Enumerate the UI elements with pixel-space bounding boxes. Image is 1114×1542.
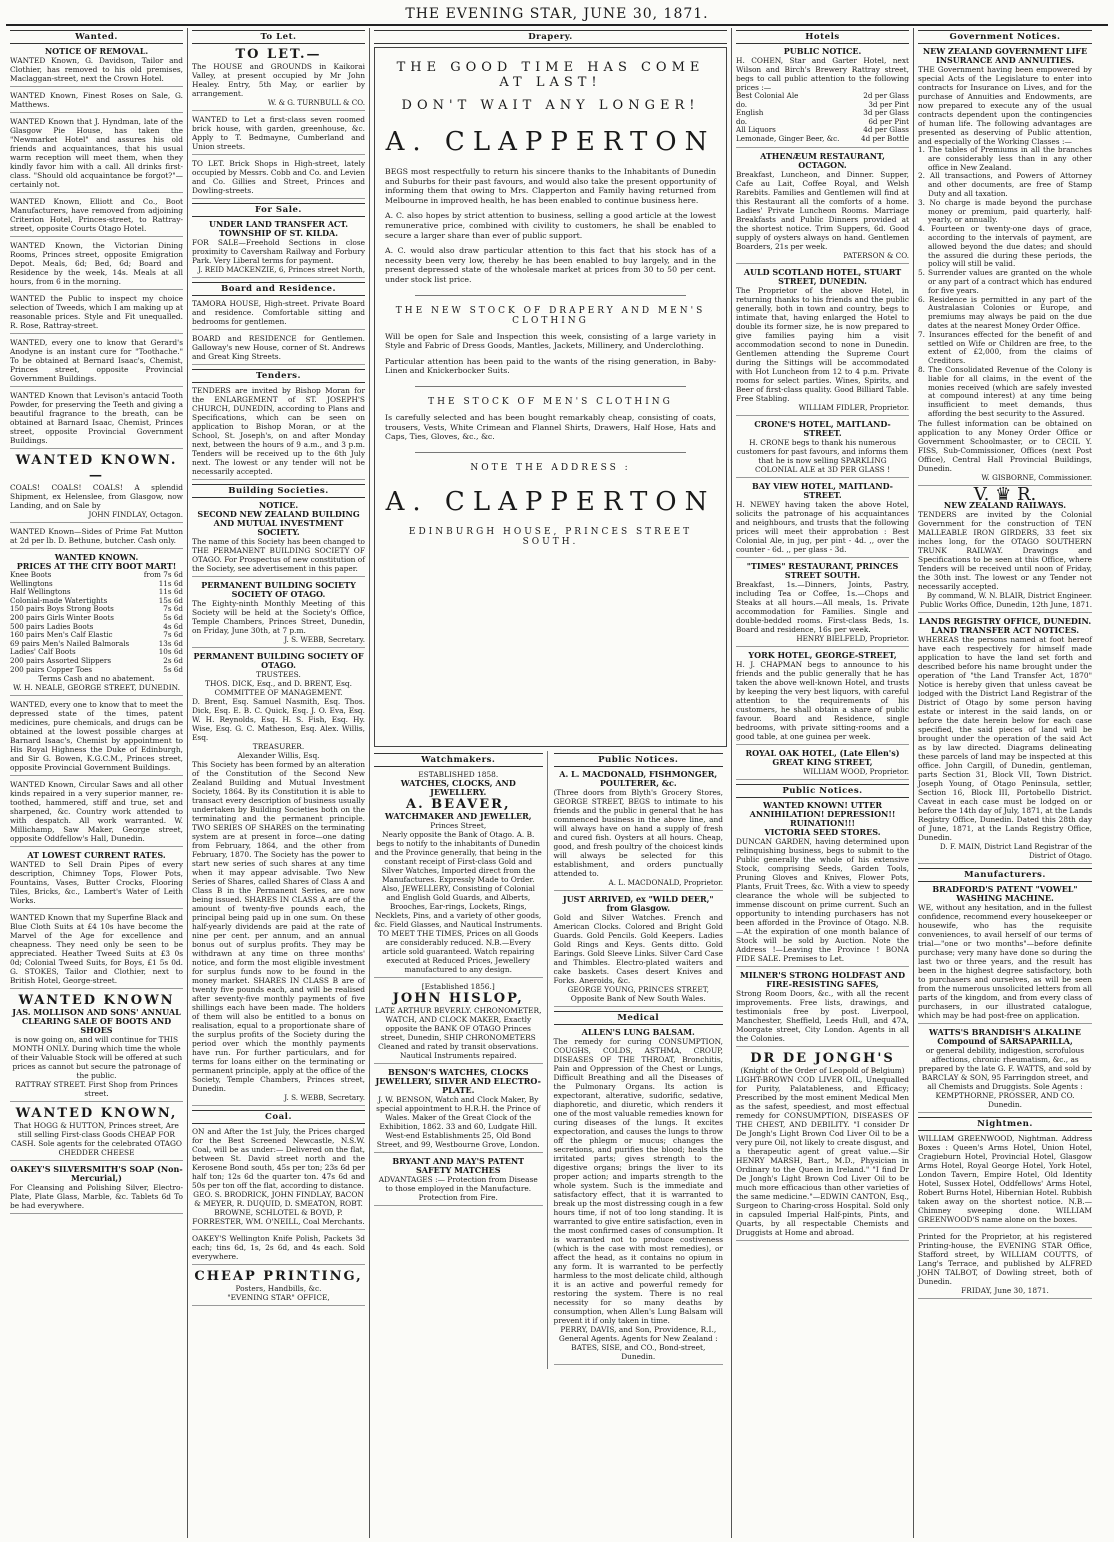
ad-cheap-printing — [192, 1269, 365, 1306]
ad-board-residence — [192, 334, 365, 365]
ad-text: WE, without any hesitation, and in the fullest confidence, recommend every housekeeper or housewife, who has the requisite conveniences, to avail herself of our terms of trial—"one or two months"—before definite purchase; very many have done so during the last two or three years, and the result has been in the highest degree satisfactory, both to purchasers and ourselves, as will be seen from the numerous unsolicited letters from all parts of the kingdom, and from every class of purchasers, in our illustrated catalogue, which may be had post-free on application. — [918, 902, 1092, 1020]
price-value: 7s 6d — [163, 604, 183, 614]
price-value: 2s 6d — [163, 655, 183, 665]
ad-beaver — [374, 770, 543, 978]
ad-heading: WANTED KNOWN. — [54, 552, 139, 562]
list-item: 6. Residence is permitted in any part of the Australasian Colonies or Europe, and premiums may always be paid on the due dates at the nearest Money Order Office. — [918, 294, 1092, 330]
ad-building-society — [192, 652, 365, 1106]
ad-text: LATE ARTHUR BEVERLY. CHRONOMETER, WATCH, AND CLOCK MAKER, Exactly opposite the BANK OF OTAGO Princes street, Dunedin, SHIP CHRONOMETERS Cleaned and rated by transit observations. Nautical Instruments repaired. — [375, 1006, 542, 1060]
ad-building-notice — [192, 501, 365, 577]
ad-heading: CRONE'S HOTEL, MAITLAND-STREET. — [754, 418, 891, 438]
ad-york-hotel — [736, 651, 909, 745]
ad-big-heading: TO LET.— — [235, 47, 322, 62]
ad-signature: GEORGE YOUNG, PRINCES STREET, Opposite Bank of New South Wales. — [567, 985, 709, 1003]
section-heading-nightmen: Nightmen. — [918, 1117, 1092, 1131]
ad-terms: Terms Cash and no abatement. — [38, 674, 155, 684]
price-list — [10, 571, 183, 674]
ad-text: The Proprietor of the above Hotel, in returning thanks to his friends and the public generally, both in town and country, begs to intimate that, having enlarged the Hotel to double its former size, he is now prepared to give families paying him a visit accommodation second to none in Dunedin. Gentlemen attending the Supreme Court during the Sittings will be accommodated with Hot Luncheon from 12 to 4 p.m. Private rooms for select parties. Wines, Spirits, and Beer of first-class quality. Good Billiard Table. Free Stabling. — [736, 285, 909, 403]
list-item: 5. Surrender values are granted on the whole or any part of a contract which has endured for five years. — [918, 268, 1092, 295]
price-item: do. — [736, 99, 748, 109]
price-value: from 7s 6d — [143, 570, 183, 579]
section-heading-public-notices-2: Public Notices. — [736, 784, 909, 798]
ad-text: is now going on, and will continue for THIS MONTH ONLY. During which time the whole of their Valuable Stock will be offered at such prices as cannot but secure the patronage of the public. — [10, 1035, 183, 1081]
ad-heading: BRADFORD'S PATENT "VOWEL" WASHING MACHINE. — [932, 883, 1078, 903]
section-heading-to-let: To Let. — [192, 30, 365, 44]
treasurer: Alexander Willis, Esq. — [237, 751, 320, 760]
section-heading-manufacturers: Manufacturers. — [918, 868, 1092, 882]
divider — [415, 386, 686, 387]
ad-text: WANTED to Sell Drain Pipes of every description, Chimney Tops, Flower Pots, Fountains, Vases, Butter Crocks, Flooring Tiles, Bricks, &c., Lambert's Water of Leith Works. — [10, 860, 183, 906]
price-row — [10, 666, 183, 675]
ad-signature: D. F. MAIN, District Land Registrar of the District of Otago. — [939, 841, 1092, 860]
column-hotels — [732, 28, 914, 1538]
ad-crones-hotel — [736, 420, 909, 478]
ad-star-garter — [736, 47, 909, 148]
ad-text: WANTED Known, G. Davidson, Tailor and Clothier, has removed to his old premises, Maclaggan-street, next the Crown Hotel. — [10, 56, 183, 83]
ad-subheading: WATCHES, CLOCKS, AND JEWELLERY. — [400, 778, 516, 797]
ad-royal-oak — [736, 749, 909, 780]
ad-drain-pipes — [10, 851, 183, 909]
ad-oakey-soap — [10, 1165, 183, 1214]
ad-boot-mart — [10, 553, 183, 696]
ad-text: WANTED, every one to know that Gerard's Anodyne is an instant cure for "Toothache." To be obtained at Bernard Isaac's, Chemist, Princes street, opposite Provincial Government Buildings. — [10, 338, 183, 383]
ad-text: J. W. BENSON, Watch and Clock Maker, By special appointment to H.R.H. the Prince of Wales. Maker of the Great Clock of the Exhibition, 1862. 33 and 60, Ludgate Hill. West-end Establishments 25, Old Bond Street, and 99, Westbourne Grove, London. — [376, 1095, 541, 1149]
section-heading-hotels: Hotels — [736, 30, 909, 44]
ad-signature: GEO. S. BRODRICK, JOHN FINDLAY, BACON & MEYER, R. DUQUID, D. SMEATON, ROBT. BROWNE, SCHLOTEL & BOYD, P. FORRESTER, WM. O'NEILL, Coal Merchants. — [192, 1190, 365, 1226]
ad-circular-saws — [10, 780, 183, 847]
trustees: THOS. DICK, Esq., and D. BRENT, Esq. — [205, 679, 352, 688]
ad-signature: HENRY BIELFELD, Proprietor. — [796, 633, 909, 643]
ad-text: H. J. CHAPMAN begs to announce to his friends and the public generally that he has taken the above well-known Hotel, and trusts by keeping the very best liquors, with careful attention to the requirements of his customers, he shall obtain a share of public favour. Board and Residence, single bedrooms, with private sitting-rooms and a good table, at one guinea per week. — [736, 659, 909, 741]
ad-text: WANTED to Let a first-class seven roomed brick house, with garden, greenhouse, &c. Apply to T. Bedmayne, Cumberland and Union streets. — [192, 115, 365, 151]
price-item: All Liquors — [736, 125, 776, 135]
ad-victorian-dining — [10, 241, 183, 290]
ad-roses — [10, 91, 183, 113]
ad-signature: WILLIAM WOOD, Proprietor. — [802, 766, 909, 776]
ad-text: BOARD and RESIDENCE for Gentlemen. Galloway's new House, corner of St. Andrews and Great King Streets. — [192, 334, 365, 361]
ad-street: Princes Street, — [430, 821, 487, 830]
ad-heading: LANDS REGISTRY OFFICE, DUNEDIN. LAND TRANSFER ACT NOTICES. — [918, 615, 1092, 635]
price-item: 69 pairs Men's Nailed Balmorals — [10, 638, 130, 648]
advantages-list — [918, 146, 1092, 419]
headline-good-time: THE GOOD TIME HAS COME AT LAST! — [396, 60, 705, 90]
ad-heading: NEW ZEALAND GOVERNMENT LIFE INSURANCE AND ANNUITIES. — [922, 46, 1088, 65]
ad-text: H. COHEN, Star and Garter Hotel, next Wilson and Birch's Brewery Rattray street, begs to call public attention to the following prices :— — [736, 56, 909, 92]
ad-tender-church — [192, 386, 365, 480]
advertiser-name: A. CLAPPERTON — [385, 127, 716, 157]
crest-letter-right: R. — [1016, 483, 1037, 505]
ad-signature: JOHN FINDLAY, Octagon. — [88, 510, 183, 519]
ad-text: H. NEWEY having taken the above Hotel, solicits the patronage of his acquaintances and neighbours, and trusts that the following prices will meet their approbation : Best Colonial Ale, in jug, per pint - 4d. ,, over the counter - 6d. ,, per glass - 3d. — [736, 499, 909, 554]
ad-heading: [Established 1856.] — [421, 982, 495, 991]
ad-text: WANTED Known that J. Hyndman, late of the Glasgow Pie House, has taken the "Newmarket Hotel" and assures his old friends and acquaintances, that his usual warm reception will meet them, when they kindly favor him with a call. All drinks first-class. "Should old acquaintance be forgot?"—certainly not. — [10, 117, 183, 189]
ad-big-heading: CHEAP PRINTING, — [194, 1269, 363, 1284]
ad-signature: A. L. MACDONALD, Proprietor. — [608, 878, 723, 887]
column-government — [914, 28, 1096, 1538]
ad-text: FOR SALE—Freehold Sections in close proximity to Caversham Railway and Forbury Park. Very Liberal terms for payment. — [192, 238, 365, 265]
ad-lands-registry — [918, 617, 1092, 864]
ad-text: TENDERS are invited by the Colonial Government for the construction of TEN MALLEABLE IRON GIRDERS, 33 feet six inches long, for the OTAGO SOUTHERN TRUNK RAILWAY. Drawings and Specifications to be seen at this Office, where Tenders will be received until noon of Friday, the 30th inst. The lowest or any Tender not necessarily accepted. — [918, 509, 1092, 591]
ad-signature: W. H. NEALE, GEORGE STREET, DUNEDIN. — [12, 683, 180, 693]
section-heading-for-sale: For Sale. — [192, 203, 365, 217]
ad-victoria-seed — [736, 801, 909, 967]
ad-text: WANTED Known that my Superfine Black and Blue Cloth Suits at £4 10s have become the Marvel of the Age for excellence and cheapness. They need only be seen to be appreciated. Heather Tweed Suits at £3 0s 0d; Colonial Tweed Suits, for Boys, £1 5s 0d. G. STOKES, Tailor and Clothier, next to British Hotel, George-street. — [10, 913, 183, 986]
ad-heading: A. L. MACDONALD, FISHMONGER, POULTERER, &c. — [559, 769, 718, 788]
ad-heading: UNDER LAND TRANSFER ACT. TOWNSHIP OF ST. KILDA. — [208, 219, 348, 238]
ad-text: LIGHT-BROWN COD LIVER OIL, Unequalled for Purity, Palatableness, and Efficacy; Prescribed by the most eminent Medical Men as the safest, speediest, and most effectual remedy for CONSUMPTION, DISEASES OF THE CHEST, AND DEBILITY. "I consider Dr De Jongh's Light Brown Cod Liver Oil to be a very pure Oil, not likely to create disgust, and a therapeutic agent of great value.—Sir HENRY MARSH, Bart., M.D., Physician in Ordinary to the Queen in Ireland." "I find Dr De Jongh's Light Brown Cod Liver Oil to be much more efficacious than other varieties of the same medicine."—EDWIN CANTON, Esq., Surgeon to Charing-cross Hospital. Sold only in capsuled Imperial Half-pints, Pints, and Quarts, by all respectable Chemists and Druggists at Home and abroad. — [736, 1074, 909, 1237]
ad-heading: AT LOWEST CURRENT RATES. — [27, 850, 166, 861]
subcolumn-watchmakers — [374, 751, 548, 1369]
price-value: 3d per Glass — [863, 108, 909, 118]
ad-signature: By command, W. N. BLAIR, District Engineer. Public Works Office, Dunedin, 12th June, 1871. — [920, 590, 1092, 609]
section-heading-tenders: Tenders. — [192, 369, 365, 383]
ad-text: That HOGG & HUTTON, Princes street, Are still selling First-class Goods CHEAP FOR CASH. Sole agents for the celebrated OTAGO CHEDDER CHEESE — [11, 1121, 182, 1158]
price-value: 10s 6d — [158, 647, 183, 657]
ad-text: OAKEY'S Wellington Knife Polish, Packets 3d each; tins 6d, 1s, 2s 6d, and 4s each. Sold everywhere. — [192, 1234, 365, 1261]
ad-signature: PERRY, DAVIS, and Son, Providence, R.I., General Agents. Agents for New Zealand : BATES, SISE, and CO., Bond-street, Dunedin. — [558, 1325, 718, 1361]
ad-tamora-house — [192, 299, 365, 330]
divider — [415, 452, 686, 453]
price-value: 4d per Glass — [863, 125, 909, 135]
ad-heading: NOTICE. — [258, 500, 299, 510]
drapery-paragraph: Will be open for Sale and Inspection this week, consisting of a large variety in Style and Fabric of Dress Goods, Mantles, Jackets, Millinery, and Underclothing. — [385, 331, 716, 351]
ad-heading: YORK HOTEL, GEORGE-STREET, — [748, 649, 897, 660]
ad-cloth-suits — [10, 913, 183, 989]
price-item: 200 pairs Copper Toes — [10, 664, 93, 674]
section-heading-coal: Coal. — [192, 1110, 365, 1124]
ad-heading: OAKEY'S SILVERSMITH'S SOAP (Non-Mercurial,) — [10, 1164, 183, 1184]
column-drapery — [370, 28, 732, 1538]
ad-big-heading: DR DE JONGH'S — [750, 1050, 895, 1066]
ad-text: Breakfast, Luncheon, and Dinner. Supper, Cafe au Lait, Coffee Royal, and Welsh Rarebits. Families and Gentlemen will find at this Restaurant all the comforts of a home. Ladies' Private Luncheon Rooms. Marriage Breakfasts and Public Dinners provided at the shortest notice. Trim Suppers, 6d. Good supply of oysters always on hand. Gentlemen Boarders, 21s per week. — [736, 169, 909, 251]
ad-title: SECOND NEW ZEALAND BUILDING AND MUTUAL INVESTMENT SOCIETY. — [197, 509, 360, 537]
drapery-paragraph: BEGS most respectfully to return his sincere thanks to the Inhabitants of Dunedin and Suburbs for their past favours, and would also take the present opportunity of informing them that owing to Mrs. Clapperton and Family having returned from Melbourne in improved health, he has been enabled to continue business here. — [385, 167, 716, 205]
ad-big-heading: WANTED KNOWN, — [15, 1106, 178, 1122]
crest-letter-left: V. — [973, 483, 990, 505]
trustees-heading: TRUSTEES. — [256, 670, 301, 679]
ad-text: (Three doors from Blyth's Grocery Stores, GEORGE STREET, BEGS to intimate to his friends and the public in general that he has commenced business in the above line, and will always have on hand a supply of fresh and cured fish. Oysters at all hours. Cheap, good, and fresh poultry of the choicest kinds will always be selected for this establishment, and orders punctually attended to. — [553, 788, 723, 878]
ad-heading: BAY VIEW HOTEL, MAITLAND-STREET. — [752, 480, 893, 500]
ad-athenaeum — [736, 152, 909, 264]
ad-text: WANTED Known, Elliott and Co., Boot Manufacturers, have removed from adjoining Criterion Hotel, Princes-street, to Rattray-street, opposite Courts Otago Hotel. — [10, 197, 183, 233]
ad-tooth-powder — [10, 391, 183, 449]
ad-heading: NOTICE OF REMOVAL. — [44, 46, 149, 56]
ad-heading: ATHENÆUM RESTAURANT, OCTAGON. — [760, 150, 885, 170]
ad-signature: "EVENING STAR" OFFICE, — [227, 1293, 330, 1302]
section-heading-drapery: Drapery. — [374, 30, 727, 44]
ad-text: Posters, Handbills, &c. — [235, 1284, 322, 1293]
ad-knife-polish — [192, 1234, 365, 1265]
ad-text: WANTED Known, Finest Roses on Sale, G. Matthews. — [10, 91, 183, 109]
imprint — [918, 1232, 1092, 1299]
ad-heading: BENSON'S WATCHES, CLOCKS JEWELLERY, SILVER AND ELECTRO-PLATE. — [375, 1067, 541, 1095]
ad-text: WANTED Known, the Victorian Dining Rooms, Princes street, opposite Emigration Depot. Meals, 6d; Bed, 6d; Board and Residence by the week, 14s. Meals at all hours, from 6 in the morning. — [10, 241, 183, 286]
price-value: 7s 6d — [163, 630, 183, 640]
price-item: Ladies' Calf Boots — [10, 647, 76, 657]
price-value: 6d per Pint — [868, 116, 909, 126]
ad-heading: WANTED KNOWN! UTTER ANNIHILATION! DEPRESSION!! RUINATION!!! — [749, 799, 896, 828]
ad-text: WANTED Known that Levison's antacid Tooth Powder, for preserving the Teeth and giving a beautiful fragrance to the breath, can be obtained at Barnard Isaac, Chemist, Princes street, opposite Provincial Government Buildings. — [10, 391, 183, 445]
column-wanted — [6, 28, 188, 1538]
column-to-let — [188, 28, 370, 1538]
ad-text: or general debility, indigestion, scrofulous affections, chronic rheumatism, &c., as prepared by the late G. F. WATTS, and sold by BARCLAY & SON, 95 Farringdon street, and all Chemists and Druggists. Sole Agents : KEMPTHORNE, PROSSER, AND CO. Dunedin. — [918, 1045, 1092, 1109]
ad-to-let-house — [192, 47, 365, 111]
price-value: 15s 6d — [158, 595, 183, 605]
ad-text: Breakfast, 1s.—Dinners, Joints, Pastry, including Tea or Coffee, 1s.—Chops and Steaks at all hours.—All meals, 1s. Private accommodation for Families. Single and double-bedded rooms. First-class Beds, 1s. Board and residence, 16s per week. — [736, 579, 909, 634]
ad-life-insurance — [918, 47, 1092, 486]
section-heading-medical: Medical — [554, 1011, 724, 1025]
ad-coal-prices — [192, 1127, 365, 1230]
ad-heading: JUST ARRIVED, ex "WILD DEER," from Glasgow. — [562, 894, 714, 913]
ad-times-restaurant — [736, 562, 909, 647]
price-item: Wellingtons — [10, 578, 53, 588]
ad-lung-balsam — [554, 1028, 724, 1365]
drapery-heading: NOTE THE ADDRESS : — [470, 462, 631, 473]
ad-text: WANTED, every one to know that to meet the depressed state of the times, patent medicines, pure chemicals, and drugs can be obtained at the lowest possible charges at Barnard Isaac's, Chemist by appointment to His Royal Highness the Duke of Edinburgh, and Sir G. Bowen, K.G.C.M., Princes street, opposite Provincial Government Buildings. — [10, 700, 183, 773]
price-item: 200 pairs Girls Winter Boots — [10, 612, 114, 622]
price-item: 150 pairs Boys Strong Boots — [10, 604, 114, 614]
hotel-price-list — [736, 92, 909, 144]
price-value: 3d per Pint — [868, 99, 909, 109]
ad-title: PERMANENT BUILDING SOCIETY OF OTAGO. — [193, 651, 364, 670]
price-value: 4d per Bottle — [861, 133, 909, 143]
ad-heading: ALLEN'S LUNG BALSAM. — [581, 1027, 695, 1037]
drapery-heading: THE NEW STOCK OF DRAPERY AND MEN'S CLOTHING — [395, 305, 706, 326]
price-item: Colonial-made Watertights — [10, 595, 108, 605]
ad-patent-medicines — [10, 700, 183, 776]
ad-heading: BRYANT AND MAY'S PATENT SAFETY MATCHES — [392, 1156, 525, 1175]
ad-text: ON and After the 1st July, the Prices charged for the Best Screened Newcastle, N.S.W. Coal, will be as under:— Delivered on the flat, between St. David street north and the Kerosene Bond south, 45s per ton; 23s 6d per half ton; 12s 6d the quarter ton. 47s 6d and 50s per ton off the flat, according to distance. — [192, 1127, 365, 1190]
ad-big-heading: WANTED KNOWN — [18, 993, 175, 1009]
price-item: 500 pairs Ladies Boots — [10, 621, 94, 631]
price-item: Best Colonial Ale — [736, 91, 799, 100]
price-value: 11s 6d — [158, 587, 183, 597]
list-item: 1. The tables of Premiums in all the branches are considerably less than in any other office in New Zealand. — [918, 145, 1092, 172]
price-value: 13s 6d — [158, 638, 183, 648]
ad-big-heading: A. BEAVER, — [406, 797, 511, 812]
ad-signature: WILLIAM FIDLER, Proprietor. — [798, 402, 909, 412]
ad-heading: JAS. MOLLISON AND SONS' ANNUAL CLEARING SALE OF BOOTS AND SHOES — [12, 1007, 181, 1036]
ad-text: WANTED Known, Circular Saws and all other kinds repaired in a very superior manner, re-toothed, hammered, stiff and true, set and sharpened, &c. Country work attended to with despatch. All work warranted. W. Millichamp, Saw Maker, George street, opposite Oddfellow's Hall, Dunedin. — [10, 780, 183, 844]
ad-elliott — [10, 197, 183, 237]
ad-text: The fullest information can be obtained on application to any Money Order Office or Government Schoolmaster, or to CECIL Y. FISS, Sub-Commissioner, Offices (next Post Office), Central Hall Provincial Buildings, Dunedin. — [918, 418, 1092, 473]
ad-text: WANTED the Public to inspect my choice selection of Tweeds, which I am making up at reasonable prices. Style and Fit unequalled. R. Rose, Rattray-street. — [10, 294, 183, 330]
ad-anodyne — [10, 338, 183, 387]
section-heading-building: Building Societies. — [192, 484, 365, 498]
ad-hyndman — [10, 117, 183, 193]
ad-hogg-hutton — [10, 1106, 183, 1161]
ad-subheading: (Knight of the Order of Leopold of Belgium) — [740, 1065, 905, 1075]
ad-text: WANTED Known—Sides of Prime Fat Mutton at 2d per lb. D. Bethune, butcher. Cash only. — [10, 527, 183, 545]
price-item: 200 pairs Assorted Slippers — [10, 655, 112, 665]
list-item: 2. All transactions, and Powers of Attorney and other documents, are free of Stamp Duty and all taxation. — [918, 171, 1092, 198]
price-value: 11s 6d — [158, 578, 183, 588]
ad-text: Gold and Silver Watches. French and American Clocks. Colored and Bright Gold Guards. Gold Pencils. Gold Keepers. Ladies Gold Rings and Keys. Gents ditto. Gold Earings. Gold Sleeve Links. Silver Card Case and Thimbles. Electro-plated waiters and cake baskets. Cases desert Knives and Forks. Aneroids, &c. — [553, 913, 723, 985]
ad-mutton — [10, 527, 183, 549]
ad-heading: PUBLIC NOTICE. — [783, 46, 862, 56]
ad-brick-house — [192, 115, 365, 155]
ad-heading: ROYAL OAK HOTEL, (Late Ellen's) GREAT KING STREET, — [745, 747, 900, 767]
columns — [6, 28, 1108, 1538]
drapery-paragraph: Particular attention has been paid to the wants of the rising generation, in Baby-Linen and Knickerbocker Suits. — [385, 356, 716, 376]
ad-subheading: PRICES AT THE CITY BOOT MART! — [16, 561, 177, 571]
ad-text: The name of this Society has been changed to THE PERMANENT BUILDING SOCIETY OF OTAGO. For Prospectus of new constitution of the Society, see advertisement in this paper. — [192, 537, 365, 573]
price-item: Knee Boots — [10, 570, 52, 579]
list-item: 7. Insurances effected for the benefit of and settled on Wife or Children are free, to the extent of £2,000, from the claims of Creditors. — [918, 329, 1092, 366]
treasurer-heading: TREASURER. — [252, 742, 305, 751]
list-item: 3. No charge is made beyond the purchase money or premium, paid quarterly, half-yearly, or annually. — [918, 197, 1092, 225]
ad-text: H. CRONE begs to thank his numerous customers for past favours, and informs them that he is now selling SPARKLING COLONIAL ALE at 3D PER GLASS ! — [736, 437, 909, 474]
ad-big-heading: WANTED KNOWN.— — [15, 453, 178, 483]
ad-milner-safes — [736, 971, 909, 1047]
ad-text: TENDERS are invited by Bishop Moran for the ENLARGEMENT of ST. JOSEPH'S CHURCH, DUNEDIN, according to Plans and Specifications, which can be seen on application to Bishop Moran, or at the School, St. Joseph's, on and after Monday next, between the hours of 9 a.m., and 3 p.m. Tenders will be received up to the 6th July next. The lowest or any tender will not be necessarily accepted. — [192, 386, 365, 476]
ad-mollison — [10, 993, 183, 1102]
committee-heading: COMMITTEE OF MANAGEMENT. — [214, 688, 343, 697]
price-item: do. — [736, 116, 748, 126]
ad-tweeds — [10, 294, 183, 334]
ad-heading: ESTABLISHED 1858. — [418, 770, 499, 779]
committee: D. Brent, Esq. Samuel Nasmith, Esq. Thos. Dick, Esq. E. B. C. Quick, Esq. J. O. Eva, Esq. W. H. Reynolds, Esq. H. S. Fish, Esq. Hy. Wise, Esq. G. C. Matheson, Esq. Alex. Willis, Esq. — [192, 697, 365, 742]
price-value: 4s 6d — [163, 621, 183, 631]
ad-title: WATCHMAKER AND JEWELLER, — [384, 811, 532, 821]
ad-railways — [918, 483, 1092, 613]
price-value: 2d per Glass — [863, 91, 909, 100]
divider — [415, 295, 686, 296]
section-heading-public-notices: Public Notices. — [554, 753, 724, 767]
ad-coals — [10, 453, 183, 523]
ad-st-kilda — [192, 220, 365, 278]
advertiser-name: A. CLAPPERTON — [385, 486, 716, 517]
ad-text: DUNCAN GARDEN, having determined upon relinquishing business, begs to submit to the Public generally the whole of his extensive Stock, comprising Seeds, Garden Tools, Pruning Gloves and Knives, Flower Pots, Plants, Fruit Trees, &c. With a view to speedy clearance the whole will be subjected to immense discount on prime current. Such an opportunity to intending purchasers has not been afforded in the Province of Otago. N.B.—At the expiration of one month balance of Stock will be sold by Auction. Note the Address !—Leaving the Province ! BONA FIDE SALE. Premises to Let. — [736, 836, 909, 963]
ad-heading: MILNER'S STRONG HOLDFAST AND FIRE-RESISTING SAFES, — [739, 969, 906, 989]
ad-text: TAMORA HOUSE, High-street. Private Board and residence. Comfortable sitting and bedrooms for gentlemen. — [192, 299, 365, 326]
ad-auld-scotland — [736, 268, 909, 416]
drapery-subcolumns — [374, 751, 727, 1369]
ad-text: THE Government having been empowered by special Acts of the Legislature to enter into contracts for Insurance on Lives, and for the purchase of Annuities and Endowments, are now prepared to execute any of the usual contracts dependent upon the contingencies of human life. The following advantages are presented as deserving of Public attention, and especially of the Working Classes :— — [918, 65, 1092, 146]
ad-benson — [374, 1068, 543, 1153]
ad-signature: PATERSON & CO. — [843, 250, 909, 260]
subcolumn-public-notices — [554, 751, 728, 1369]
price-item: Lemonade, Ginger Beer, &c. — [736, 133, 840, 143]
section-heading-board: Board and Residence. — [192, 282, 365, 296]
ad-text: For Cleansing and Polishing Silver, Electro-Plate, Plate Glass, Marble, &c. Tablets 6d To be had everywhere. — [10, 1183, 183, 1211]
price-value: 5s 6d — [163, 664, 183, 674]
ad-text: TO LET. Brick Shops in High-street, lately occupied by Messrs. Cobb and Co. and Levien and Co. Gillies and Street, Princes and Dowling-streets. — [192, 159, 365, 195]
imprint-text: Printed for the Proprietor, at his registered Printing-house, the EVENING STAR Office, Stafford street, by WILLIAM COUTTS, of Lang's Terrace, and published by ALFRED JOHN TALBOT, of Dowling street, both of Dunedin. — [918, 1231, 1092, 1286]
ad-signature: W. & G. TURNBULL & CO. — [267, 98, 365, 107]
ad-bay-view — [736, 482, 909, 558]
ad-de-jongh — [736, 1051, 909, 1241]
ad-title: PERMANENT BUILDING SOCIETY SOCIETY OF OTAGO. — [201, 580, 356, 599]
ad-removal — [10, 47, 183, 87]
ad-text: COALS! COALS! COALS! A splendid Shipment, ex Helenslee, from Glasgow, now Landing, and on Sale by — [10, 483, 183, 510]
ad-heading: WATTS'S BRANDISH'S ALKALINE Compound of SARSAPARILLA, — [928, 1026, 1082, 1046]
price-item: 160 pairs Men's Calf Elastic — [10, 630, 113, 640]
list-item: 8. The Consolidated Revenue of the Colony is liable for all claims, in the event of the monies received (which are safely invested at compound interest) at any time being insufficient to meet demands, thus affording the best security to the Assured. — [918, 364, 1092, 418]
ad-text: WILLIAM GREENWOOD, Nightman. Address Boxes : Queen's Arms Hotel, Union Hotel, Cragieburn Hotel, Provincial Hotel, Glasgow Arms Hotel, Royal George Hotel, York Hotel, London Tavern, Empire Hotel, Old Identity Hotel, Sussex Hotel, Oddfellows' Arms Hotel, Robert Burns Hotel, Hibernian Hotel. Rubbish taken away on the shortest notice. N.B.—Chimney sweeping done. WILLIAM GREENWOOD'S name alone on the boxes. — [918, 1133, 1092, 1224]
crown-icon: ♛ — [995, 483, 1012, 505]
ad-signature: J. S. WEBB, Secretary. — [284, 1093, 365, 1102]
ad-macdonald — [554, 770, 724, 891]
ad-text: ADVANTAGES :— Protection from Disease to those employed in the Manufacture. Protection from Fire. — [378, 1175, 538, 1202]
drapery-paragraph: A. C. would also draw particular attention to this fact that his stock has of a necessity been very low, thereby he has been enabled to buy largely, and in the present depressed state of the wholesale market at prices from 30 to 50 per cent. under stock list price. — [385, 246, 716, 284]
ad-greenwood — [918, 1134, 1092, 1228]
ad-signature: RATTRAY STREET. First Shop from Princes street. — [15, 1080, 178, 1099]
headline-dont-wait: DON'T WAIT ANY LONGER! — [401, 98, 700, 113]
price-row — [736, 135, 909, 144]
imprint-date: FRIDAY, June 30, 1871. — [961, 1285, 1049, 1295]
ad-signature: W. GISBORNE, Commissioner. — [981, 472, 1092, 482]
price-item: English — [736, 108, 764, 118]
ad-text: The HOUSE and GROUNDS in Kaikorai Valley, at present occupied by Mr John Healey. Entry, 5th May, or earlier by arrangement. — [192, 62, 365, 98]
ad-subheading: VICTORIA SEED STORES. — [764, 826, 881, 837]
ad-text: Strong Room Doors, &c., with all the recent improvements. Free lists, drawings, and testimonials free by post. Liverpool, Manchester, Sheffield, Leeds Hull, and 47A, Moorgate street, City London. Agents in all the Colonies. — [736, 988, 909, 1043]
drapery-paragraph: Is carefully selected and has been bought remarkably cheap, consisting of coats, trousers, Vests, White Crimean and Flannel Shirts, Drawers, Half Hose, Hats and Caps, Ties, Gloves, &c., &c. — [385, 412, 716, 442]
ad-sarsaparilla — [918, 1028, 1092, 1113]
masthead: THE EVENING STAR, JUNE 30, 1871. — [6, 4, 1108, 26]
drapery-paragraph: A. C. also hopes by strict attention to business, selling a good article at the lowest remunerative price, combined with civility to customers, he shall be enabled to secure a larger share than ever of public support. — [385, 211, 716, 240]
price-value: 5s 6d — [163, 612, 183, 622]
ad-heading: AULD SCOTLAND HOTEL, STUART STREET, DUNEDIN. — [743, 266, 902, 286]
ad-big-heading: JOHN HISLOP, — [392, 991, 524, 1006]
drapery-advert — [374, 47, 727, 747]
ad-washing-machine — [918, 885, 1092, 1024]
price-item: Half Wellingtons — [10, 587, 71, 597]
ad-heading: NEW ZEALAND RAILWAYS. — [943, 499, 1067, 510]
list-item: 4. Fourteen or twenty-one days of grace, according to the intervals of payment, are allowed beyond the due dates; and should the assured die during these periods, the policy will still be valid. — [918, 224, 1092, 269]
ad-signature: J. S. WEBB, Secretary. — [284, 635, 365, 644]
ad-george-young — [554, 895, 724, 1007]
section-heading-wanted: Wanted. — [10, 30, 183, 44]
section-heading-watchmakers: Watchmakers. — [374, 753, 543, 767]
ad-text: Nearly opposite the Bank of Otago. A. B. begs to notify to the inhabitants of Dunedin and the Province generally, that being in the constant receipt of First-class Gold and Silver Watches, Imported direct from the Manufactures. Expressly Made to Order. Also, JEWELLERY, Consisting of Colonial and English Gold Guards, and Alberts, Brooches, Ear-rings, Lockets, Rings, Necklets, Pins, and a variety of other goods, &c. Field Glasses, and Nautical Instruments. TO MEET THE TIMES, Prices on all Goods are considerably reduced. N.B.—Every article sold guaranteed. Watch repairing executed at Reduced Prices, Jewellery manufactured to any design. — [374, 830, 543, 974]
ad-text: The Eighty-ninth Monthly Meeting of this Society will be held at the Society's Office, Temple Chambers, Princes Street, Dunedin, on Friday, June 30th, at 7 p.m. — [192, 599, 365, 635]
ad-hislop — [374, 982, 543, 1064]
ad-building-meeting — [192, 581, 365, 648]
ad-signature: J. REID MACKENZIE, 6, Princes street North, — [197, 265, 365, 274]
advertiser-address: EDINBURGH HOUSE, PRINCES STREET SOUTH. — [408, 526, 693, 547]
ad-brick-shops — [192, 159, 365, 199]
ad-heading: "TIMES" RESTAURANT, PRINCES STREET SOUTH. — [746, 560, 899, 580]
section-heading-government: Government Notices. — [918, 30, 1092, 44]
ad-bryant-may — [374, 1157, 543, 1206]
ad-text: WHEREAS the persons named at foot hereof have each respectively for himself made application to have the land set forth and described before his name brought under the operation of "the Land Transfer Act, 1870" Notice is hereby given that unless caveat be lodged with the District Land Registrar of the District of Otago by some person having estate or interest in the said lands, on or before the date herein below for each case specified, the said pieces of land will be brought under the operation of the said Act as by law directed. Diagrams delineating these parcels of land may be inspected at this office. John Cargill, of Dunedin, gentleman, parts Section 31, Block VII, Town District. Joseph Young, of Otago Peninsula, settler, Section 16, Block III, Portobello District. Caveat in each case must be lodged on or before the 14th day of July, 1871, at the Lands Registry Office, Dunedin. Dated this 28th day of June, 1871, at the Lands Registry Office, Dunedin. — [918, 634, 1092, 842]
ad-text: This Society has been formed by an alteration of the Constitution of the Second New Zealand Building and Mutual Investment Society, 1864. By its Constitution it is able to transact every description of business usually undertaken by Building Societies both on the terminating and the permanent principle. TWO SERIES OF SHARES on the terminating system are at present in force—one dating from February, 1864, and the other from February, 1870. The Society has the power to start new series of such shares at any time when it may appear advisable. Two New Series of Shares, called Shares of Class A and Class B in the Permanent Series, are now being issued. SHARES IN CLASS A are of the amount of twenty-five pounds each, the principal being paid up in one sum. On these half-yearly dividends are paid at the rate of nine per cent. per annum, and an annual bonus out of surplus profits. They may be withdrawn at any time on three months' notice, and form the most eligible investment for surplus funds now to be found in the money market. SHARES IN CLASS B are of twenty five pounds each, and will be realised after seventy-five monthly payments of five shillings each have been made. The holders of them will also be entitled to a bonus on realisation, equal to a proportionate share of the surplus profits of the Society during the period over which the monthly payments have run. For further particulars, and for terms for loans either on the terminating or permanent principle, apply at the office of the Society, Temple Chambers, Princes street, Dunedin. — [192, 760, 365, 1093]
ad-text: The remedy for curing CONSUMPTION, COUGHS, COLDS, ASTHMA, CROUP, DISEASES OF THE THROAT, Bronchitis, Pain and Oppression of the Chest or Lungs, Difficult Breathing and all the Diseases of the Pulmonary Organs. Its action is expectorant, alterative, sudorific, sedative, diaphoretic, and diuretic, which renders it one of the most valuable remedies known for curing diseases of the lungs. It excites expectoration, and causes the lungs to throw off the phlegm or mucus; changes the secretions, and purifies the blood; heals the irritated parts; gives strength to the digestive organs; brings the liver to its proper action; and imparts strength to the whole system. Such is the immediate and satisfactory effect, that it is warranted to break up the most distressing cough in a few hours time, if not of too long standing. It is warranted to give entire satisfaction, even in the most confirmed cases of consumption. It is warranted not to produce costiveness (which is the case with most remedies), or affect the head, as it contains no opium in any form. It is warranted to be perfectly harmless to the most delicate child, although it is an active and powerful remedy for restoring the system. There is no real necessity for so many deaths by consumption, when Allen's Lung Balsam will prevent it if only taken in time. — [553, 1037, 723, 1325]
drapery-heading: THE STOCK OF MEN'S CLOTHING — [428, 396, 673, 407]
